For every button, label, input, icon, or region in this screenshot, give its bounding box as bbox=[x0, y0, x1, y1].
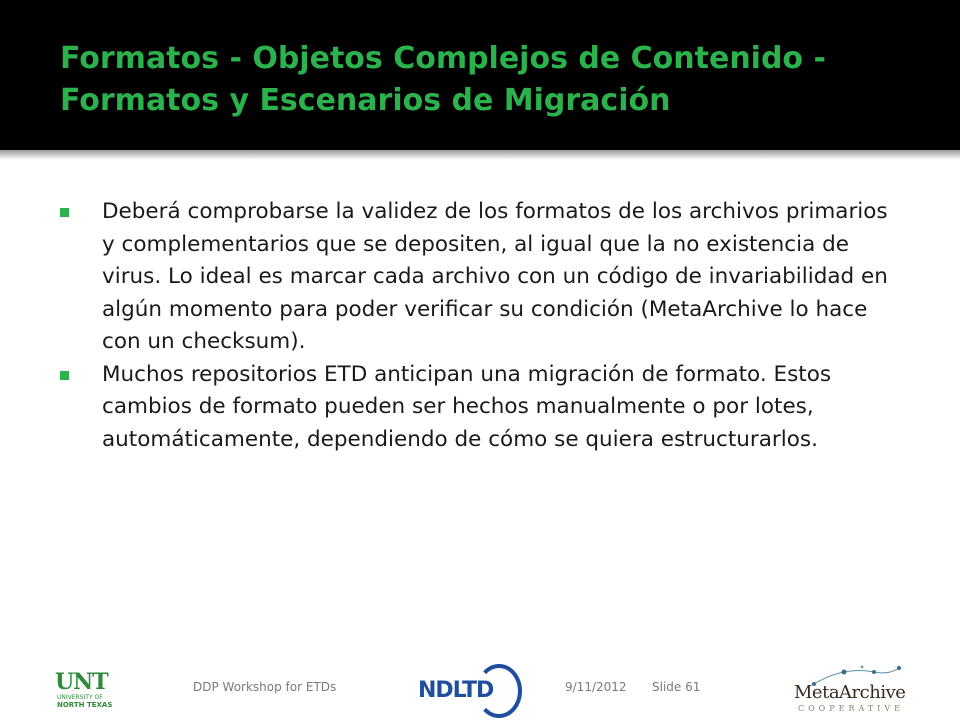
square-bullet-icon bbox=[60, 371, 69, 380]
slide-title: Formatos - Objetos Complejos de Contenido - Formatos y Escenarios de Migración bbox=[60, 41, 826, 118]
footer-workshop-text: DDP Workshop for ETDs bbox=[193, 680, 337, 694]
square-bullet-icon bbox=[60, 208, 69, 217]
unt-logo-line1: UNIVERSITY OF bbox=[57, 694, 103, 701]
bullet-item bbox=[60, 196, 890, 359]
metaarchive-logo-sub: COOPERATIVE bbox=[798, 704, 904, 713]
unt-logo bbox=[55, 670, 115, 710]
metaarchive-logo-word: MetaArchive bbox=[794, 682, 906, 703]
footer-slide-number: Slide 61 bbox=[652, 680, 701, 694]
footer-date: 9/11/2012 bbox=[565, 680, 627, 694]
ndltd-arc-icon bbox=[476, 664, 522, 718]
ndltd-logo-word: NDLTD bbox=[418, 678, 494, 703]
title-bar-shadow bbox=[0, 150, 960, 160]
metaarchive-logo bbox=[790, 664, 910, 716]
slide-footer bbox=[0, 660, 960, 720]
unt-logo-line2: NORTH TEXAS bbox=[57, 701, 113, 709]
bullet-item bbox=[60, 359, 890, 457]
bullet-text: Muchos repositorios ETD anticipan una migración de formato. Estos cambios de formato pueden ser hechos manualmente o por lotes, automáticamente, dependiendo de cómo se quiera estructurarlos. bbox=[102, 361, 832, 452]
unt-logo-word: UNT bbox=[55, 669, 108, 695]
slide-content bbox=[60, 196, 890, 456]
bullet-text: Deberá comprobarse la validez de los formatos de los archivos primarios y complementarios que se depositen, al igual que la no existencia de virus. Lo ideal es marcar cada archivo con un código de invariabilidad en algún momento para poder verificar su condición (MetaArchive lo hace con un checksum). bbox=[102, 199, 888, 354]
title-bar bbox=[0, 0, 960, 150]
ndltd-logo bbox=[418, 662, 510, 714]
